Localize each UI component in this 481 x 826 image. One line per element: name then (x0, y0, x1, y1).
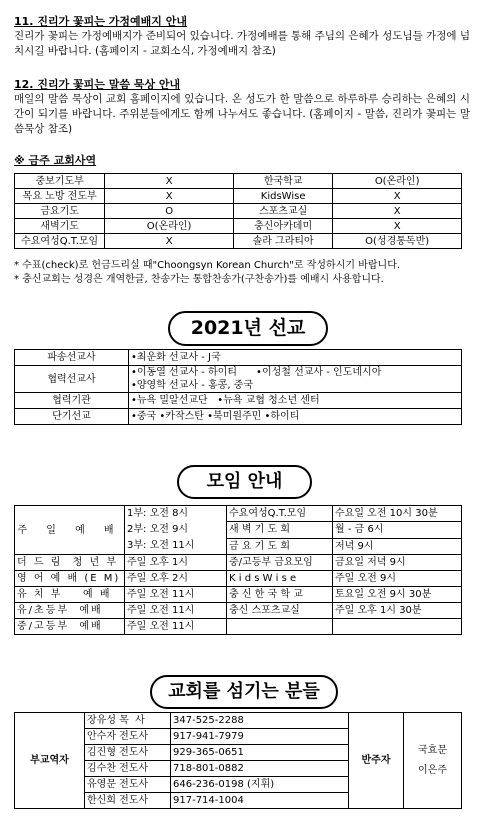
worship-time: 1부: 오전 8시 (127, 508, 189, 519)
mission-title: 2021년 선교 (168, 311, 328, 346)
staff-phone: 917-941-7979 (171, 729, 349, 745)
meeting-name: 충 신 한 국 학 교 (227, 587, 333, 603)
meeting-name: 금 요 기 도 회 (227, 538, 333, 554)
mission-row (15, 350, 462, 366)
event-name: 충신아카데미 (233, 219, 332, 234)
mission-line: •중국 •카작스탄 •북미원주민 •하이티 (131, 411, 300, 422)
meeting-row (15, 571, 462, 587)
meeting-time (333, 619, 462, 635)
mission-label: 파송선교사 (15, 350, 129, 366)
meeting-time: 주일 오전 9시 (333, 571, 462, 587)
meeting-name: 유/초등부 예배 (15, 603, 125, 619)
mission-row (15, 393, 462, 409)
section-11 (14, 14, 470, 59)
mission-line: •뉴욕 밀알선교단 •뉴욕 교협 청소년 센터 (131, 395, 320, 406)
event-name: 한국학교 (233, 174, 332, 189)
mission-line: •양영학 선교사 - 홍콩, 중국 (131, 380, 254, 391)
accompanist-name: 이은주 (418, 764, 447, 776)
meeting-name: 영 어 예 배 (E M) (15, 571, 125, 587)
worship-time: 3부: 오전 11시 (127, 540, 195, 551)
event-name: 금요기도 (15, 204, 105, 219)
mission-row (15, 409, 462, 425)
meeting-name: 유 치 부 예 배 (15, 587, 125, 603)
mission-line: •이동열 선교사 - 하이티 •이성철 선교사 - 인도네시아 (131, 367, 382, 378)
worship-times (125, 506, 227, 555)
section-11-title: 11. 진리가 꽃피는 가정예배지 안내 (14, 15, 187, 28)
meeting-name: 새 벽 기 도 회 (227, 522, 333, 538)
event-name: 새벽기도 (15, 219, 105, 234)
meeting-time: 주일 오전 11시 (125, 587, 227, 603)
meeting-name: 더 드 림 청 년 부 (15, 555, 125, 571)
section-12-body: 매일의 말씀 묵상이 교회 홈페이지에 있습니다. 온 성도가 한 말씀으로 하루하루 승리하는 은혜의 시간이 되기를 바랍니다. 주위분들에게도 함께 나누셔도 좋습니다. (홈페이지 - 말씀, 진리가 꽃피는 말씀묵상 참조) (14, 93, 470, 135)
mission-detail (129, 366, 462, 393)
staff-phone: 917-714-1004 (171, 793, 349, 809)
event-status: X (333, 219, 462, 234)
meeting-row (15, 619, 462, 635)
meeting-row (15, 587, 462, 603)
mission-line: •최운화 선교사 - J국 (131, 352, 221, 363)
meeting-time: 월 - 금 6시 (333, 522, 462, 538)
events-table (14, 173, 462, 249)
staff-phone: 347-525-2288 (171, 713, 349, 729)
meeting-time: 주일 오후 1시 30분 (333, 603, 462, 619)
mission-detail (129, 350, 462, 366)
meeting-name: 중/고등부 금요모임 (227, 555, 333, 571)
events-row (15, 204, 462, 219)
mission-label: 협력기관 (15, 393, 129, 409)
staff-name: 김진형 전도사 (85, 745, 171, 761)
event-status: X (333, 189, 462, 204)
note-bible: * 충신교회는 성경은 개역한글, 찬송가는 통합찬송가(구찬송가)를 예배시 사용합니다. (14, 274, 384, 285)
meeting-time: 토요일 오전 9시 30분 (333, 587, 462, 603)
mission-row (15, 366, 462, 393)
meetings-table (14, 505, 462, 635)
staff-name: 장유성 목 사 (85, 713, 171, 729)
meeting-name: 충신 스포츠교실 (227, 603, 333, 619)
event-status: O(온라인) (333, 174, 462, 189)
event-status: X (105, 189, 234, 204)
events-row (15, 174, 462, 189)
mission-label: 단기선교 (15, 409, 129, 425)
meeting-row (15, 603, 462, 619)
meeting-time: 주일 오후 1시 (125, 555, 227, 571)
notes (14, 259, 474, 287)
meeting-time: 주일 오후 2시 (125, 571, 227, 587)
staff-phone: 718-801-0882 (171, 761, 349, 777)
note-check: * 수표(check)로 헌금드리실 때"Choongsyn Korean Church"로 작성하시기 바랍니다. (14, 260, 401, 271)
meeting-time: 저녁 9시 (333, 538, 462, 554)
event-name: 스포츠교실 (233, 204, 332, 219)
event-status: O (105, 204, 234, 219)
staff-phone: 929-365-0651 (171, 745, 349, 761)
event-status: X (333, 204, 462, 219)
event-name: 목요 노방 전도부 (15, 189, 105, 204)
mission-label: 협력선교사 (15, 366, 129, 393)
worship-name: 주 일 예 배 (15, 506, 125, 555)
accompanist-list (404, 713, 462, 809)
mission-table (14, 349, 462, 425)
accompanist-head: 반주자 (349, 713, 404, 809)
staff-table (14, 712, 462, 809)
events-title: ※ 금주 교회사역 (14, 154, 97, 167)
section-12 (14, 77, 470, 137)
staff-name: 유영문 전도사 (85, 777, 171, 793)
meeting-time: 주일 오전 11시 (125, 603, 227, 619)
event-status: O(성경통독반) (333, 234, 462, 249)
meeting-name (227, 619, 333, 635)
accompanist-name: 국효문 (418, 744, 447, 756)
event-status: O(온라인) (105, 219, 234, 234)
staff-name: 김수찬 전도사 (85, 761, 171, 777)
events-row (15, 219, 462, 234)
event-name: KidsWise (233, 189, 332, 204)
section-12-title: 12. 진리가 꽃피는 말씀 묵상 안내 (14, 78, 181, 91)
staff-row (15, 713, 462, 729)
meetings-title: 모임 안내 (177, 465, 312, 499)
mission-detail (129, 393, 462, 409)
mission-detail (129, 409, 462, 425)
meeting-time: 수요일 오전 10시 30분 (333, 506, 462, 522)
meeting-time: 금요일 저녁 9시 (333, 555, 462, 571)
staff-role-head: 부교역자 (15, 713, 85, 809)
event-name: 솔라 그라티아 (233, 234, 332, 249)
meeting-name: 수요여성Q.T.모임 (227, 506, 333, 522)
staff-name: 한신희 전도사 (85, 793, 171, 809)
meeting-row (15, 555, 462, 571)
section-11-body: 진리가 꽃피는 가정예배지가 준비되어 있습니다. 가정예배를 통해 주님의 은혜가 성도님들 가정에 넘치시길 바랍니다. (홈페이지 - 교회소식, 가정예배지 참조) (14, 30, 470, 57)
meeting-name: K i d s W i s e (227, 571, 333, 587)
meeting-row (15, 506, 462, 522)
staff-phone: 646-236-0198 (지휘) (171, 777, 349, 793)
event-status: X (105, 174, 234, 189)
events-row (15, 234, 462, 249)
events-row (15, 189, 462, 204)
meeting-time: 주일 오전 11시 (125, 619, 227, 635)
event-name: 중보기도부 (15, 174, 105, 189)
event-status: X (105, 234, 234, 249)
staff-title: 교회를 섬기는 분들 (150, 675, 338, 709)
staff-name: 안수자 전도사 (85, 729, 171, 745)
meeting-name: 중/고등부 예배 (15, 619, 125, 635)
event-name: 수요여성Q.T.모임 (15, 234, 105, 249)
worship-time: 2부: 오전 9시 (127, 524, 189, 535)
